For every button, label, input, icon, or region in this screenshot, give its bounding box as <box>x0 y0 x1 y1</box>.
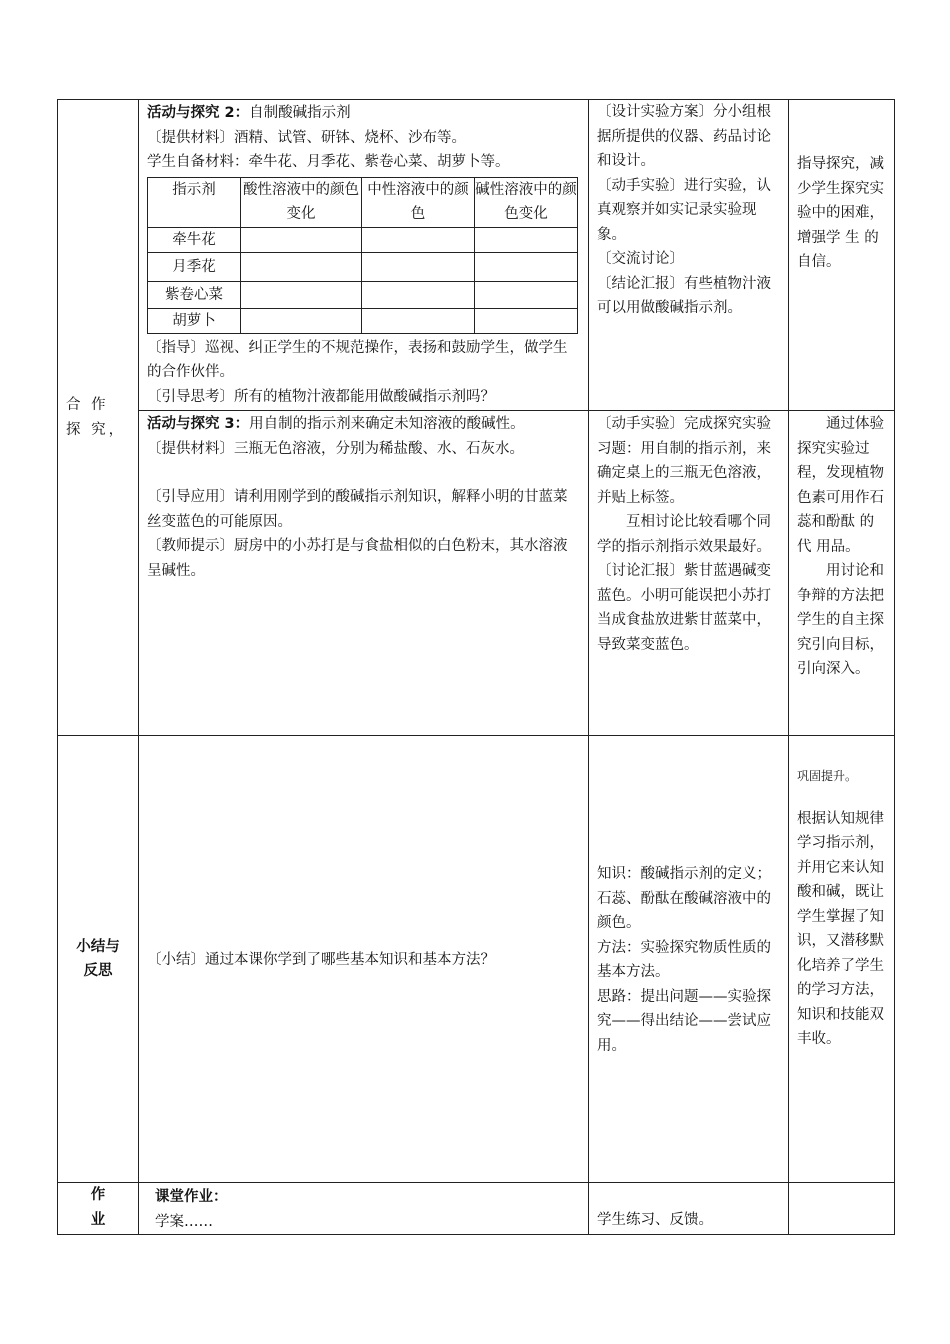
student-activity-cell <box>589 736 789 1183</box>
intent-text: 用讨论和争辩的方法把学生的自主探究引向目标，引向深入。 <box>797 563 884 677</box>
empty-cell[interactable] <box>475 281 578 308</box>
empty-cell[interactable] <box>475 227 578 252</box>
empty-cell[interactable] <box>362 252 475 281</box>
intent-text: 通过体验探究实验过程，发现植物色素可用作石蕊和酚酞 的 代 用品。 <box>797 416 884 555</box>
student-text: 〔交流讨论〕 <box>597 251 684 267</box>
student-activity-cell <box>589 100 789 411</box>
think-text: 〔引导思考〕所有的植物汁液都能用做酸碱指示剂吗？ <box>147 388 495 405</box>
section-label: 作 <box>90 1187 106 1203</box>
table-row <box>58 736 895 1183</box>
section-label-cell <box>58 736 139 1183</box>
teacher-activity-cell <box>139 736 589 1183</box>
self-materials-text: 学生自备材料：牵牛花、月季花、紫卷心菜、胡萝卜等。 <box>147 154 510 170</box>
guide-text: 〔指导〕巡视、纠正学生的不规范操作，表扬和鼓励学生，做学生的合作伙伴。 <box>147 339 568 380</box>
intent-cell <box>789 411 895 736</box>
student-activity-cell <box>589 1183 789 1235</box>
base-header: 碱性溶液中的颜色变化 <box>475 177 578 227</box>
table-row <box>148 227 578 252</box>
student-text: 互相讨论比较看哪个同学的指示剂指示效果最好。 <box>597 514 771 555</box>
summary-text: 〔小结〕通过本课你学到了哪些基本知识和基本方法？ <box>147 951 495 968</box>
empty-cell[interactable] <box>241 281 362 308</box>
apply-text: 〔引导应用〕请利用刚学到的酸碱指示剂知识，解释小明的甘蓝菜丝变蓝色的可能原因。 <box>147 489 568 530</box>
teacher-activity-cell <box>139 100 589 411</box>
intent-text: 根据认知规律学习指示剂，并用它来认知酸和碱，既让学生掌握了知识，又潜移默化培养了学生的学习方法，知识和技能双丰收。 <box>797 810 884 1047</box>
student-activity-cell <box>589 411 789 736</box>
section-label: 业 <box>90 1211 106 1228</box>
indicator-name: 牵牛花 <box>148 227 241 252</box>
student-text: 〔动手实验〕完成探究实验习题：用自制的指示剂，来确定桌上的三瓶无色溶液，并贴上标签。 <box>597 416 771 506</box>
section-label-cell <box>58 1183 139 1235</box>
student-text: 〔结论汇报〕有些植物汁液可以用做酸碱指示剂。 <box>597 275 771 316</box>
table-row <box>148 281 578 308</box>
teacher-activity-cell <box>139 411 589 736</box>
acid-header: 酸性溶液中的颜色变化 <box>241 177 362 227</box>
indicator-name: 胡萝卜 <box>148 308 241 333</box>
section-label: 合 作 探 究， <box>66 397 127 438</box>
student-text: 学生练习、反馈。 <box>597 1211 713 1228</box>
section-label: 反思 <box>83 963 113 979</box>
empty-cell[interactable] <box>475 308 578 333</box>
teacher-activity-cell <box>139 1183 589 1235</box>
empty-cell[interactable] <box>241 227 362 252</box>
empty-cell[interactable] <box>362 308 475 333</box>
activity-title-rest: 自制酸碱指示剂 <box>249 105 351 121</box>
student-text: 〔讨论汇报〕紫甘蓝遇碱变蓝色。小明可能误把小苏打当成食盐放进紫甘蓝菜中，导致菜变蓝色。 <box>597 563 771 653</box>
empty-cell[interactable] <box>475 252 578 281</box>
materials-text: 〔提供材料〕酒精、试管、研钵、烧杯、沙布等。 <box>147 129 466 146</box>
table-row <box>58 100 895 411</box>
table-row <box>148 308 578 333</box>
activity-title-rest: 用自制的指示剂来确定未知溶液的酸碱性。 <box>249 416 525 432</box>
activity-title-bold: 活动与探究 2： <box>147 105 250 121</box>
student-text: 思路：提出问题——实验探究——得出结论——尝试应用。 <box>597 988 771 1054</box>
homework-text: 学案…… <box>155 1213 213 1230</box>
empty-cell[interactable] <box>362 227 475 252</box>
empty-cell[interactable] <box>362 281 475 308</box>
intent-cell <box>789 1183 895 1235</box>
intent-cell <box>789 736 895 1183</box>
empty-cell[interactable] <box>241 308 362 333</box>
table-row <box>148 252 578 281</box>
section-label-cell <box>58 100 139 736</box>
student-text: 方法：实验探究物质性质的基本方法。 <box>597 939 771 980</box>
indicator-name: 月季花 <box>148 252 241 281</box>
indicator-name: 紫卷心菜 <box>148 281 241 308</box>
table-row <box>58 1183 895 1235</box>
intent-cell <box>789 100 895 411</box>
table-row <box>58 411 895 736</box>
student-text: 〔设计实验方案〕分小组根据所提供的仪器、药品讨论和设计。 <box>597 104 771 169</box>
homework-title: 课堂作业： <box>155 1189 228 1205</box>
student-text: 知识：酸碱指示剂的定义；石蕊、酚酞在酸碱溶液中的颜色。 <box>597 866 771 931</box>
activity-title-bold: 活动与探究 3： <box>147 416 250 432</box>
student-text: 〔动手实验〕进行实验，认真观察并如实记录实验现象。 <box>597 177 771 243</box>
intent-text: 指导探究，减少学生探究实验中的困难，增强学 生 的 自信。 <box>797 156 884 270</box>
indicator-table <box>147 177 578 334</box>
hint-text: 〔教师提示〕厨房中的小苏打是与食盐相似的白色粉末，其水溶液呈碱性。 <box>147 538 568 579</box>
intent-small-text: 巩固提升。 <box>797 769 858 783</box>
neutral-header: 中性溶液中的颜色 <box>362 177 475 227</box>
materials-text: 〔提供材料〕三瓶无色溶液，分别为稀盐酸、水、石灰水。 <box>147 440 524 457</box>
lesson-plan-table <box>57 99 895 1235</box>
empty-cell[interactable] <box>241 252 362 281</box>
section-label: 小结与 <box>76 938 120 955</box>
indicator-header: 指示剂 <box>148 177 241 227</box>
